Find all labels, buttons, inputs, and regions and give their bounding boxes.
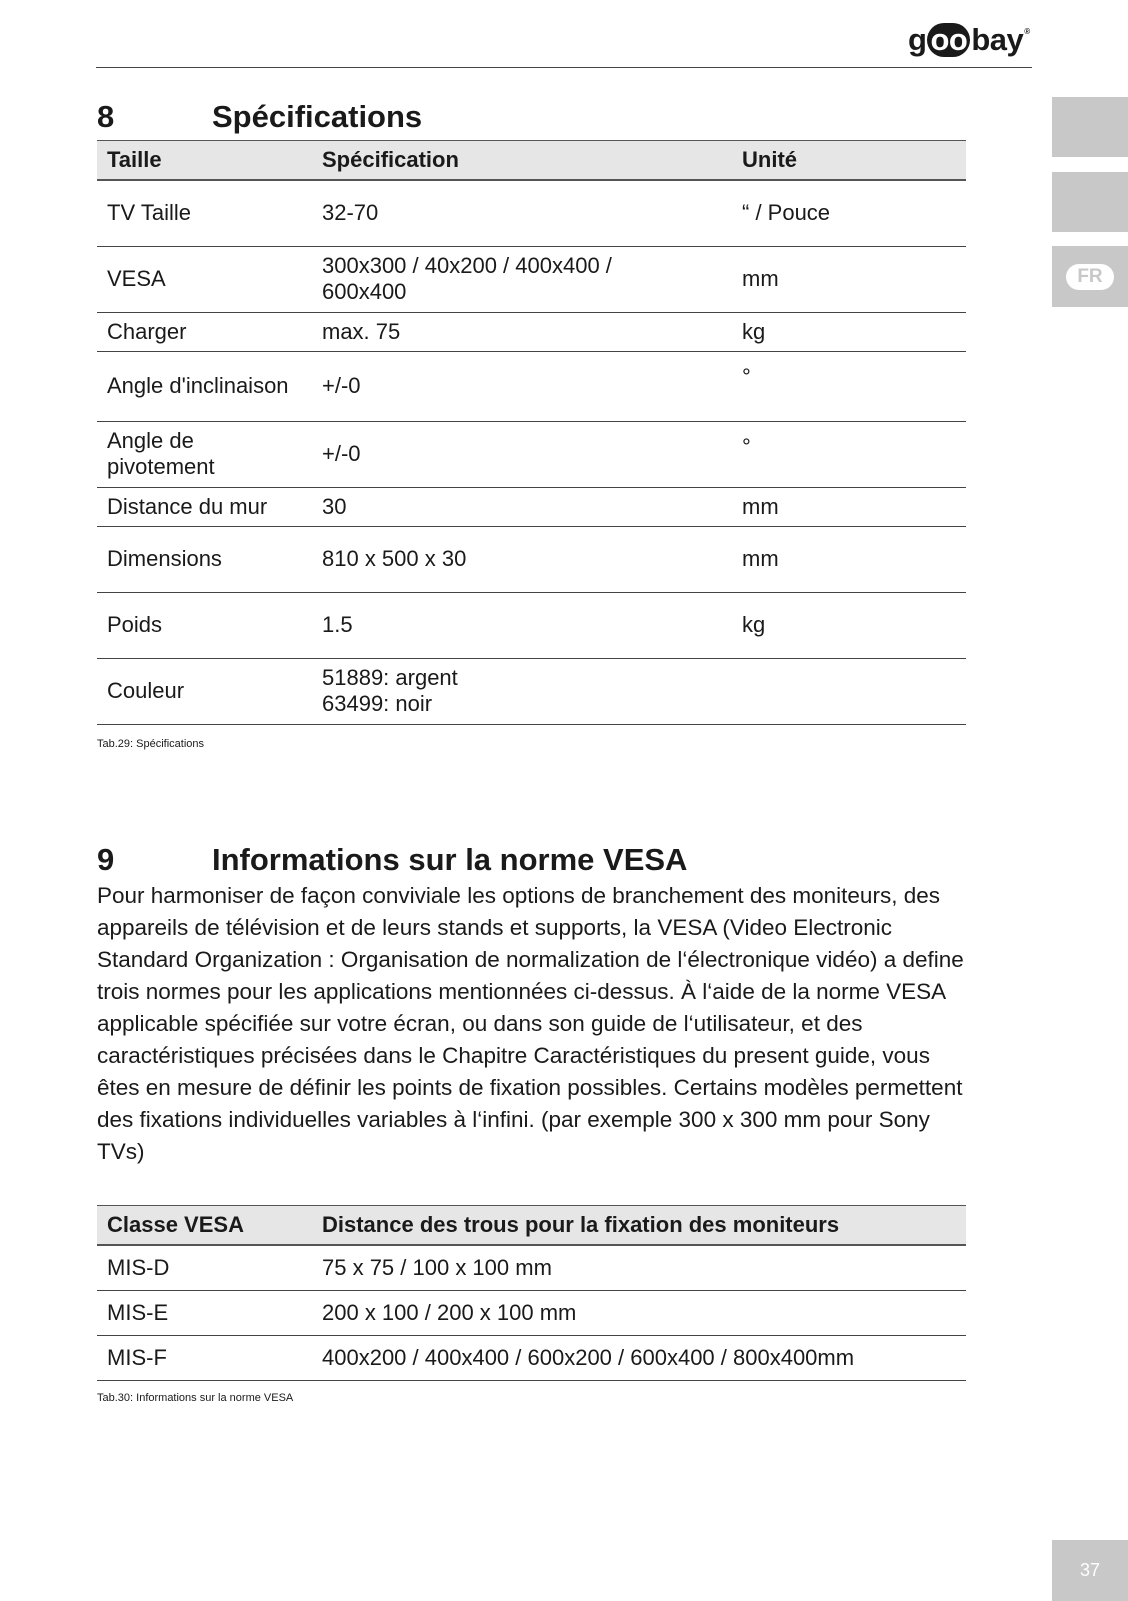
vesa-distance: 400x200 / 400x400 / 600x200 / 600x400 / 800x400mm (312, 1336, 966, 1381)
vesa-class: MIS-F (97, 1336, 312, 1381)
spec-value: +/-0 (312, 351, 732, 421)
table-row (97, 526, 966, 592)
spec-unit: mm (732, 246, 966, 312)
spec-label: VESA (97, 246, 312, 312)
paragraph-text: Pour harmoniser de façon conviviale les options de branchement des moniteurs, des appareils de télévision et de leurs stands et supports, la VESA (Video Electronic Standard Organization : Organisation de normalization de l‘électronique vidéo) a define trois normes pour les applications mentionnées ci-dessus. À l‘aide de la norme VESA applicable spécifiée sur votre écran, ou dans son guide de l‘utilisateur, et des caractéristiques précisées dans le Chapitre Caractéristiques du present guide, vous êtes en mesure de définir les points de fixation possibles. Certains modèles permettent des fixations individuelles variables à l‘infini. (par exemple 300 x 300 mm pour Sony TVs) (97, 883, 964, 1164)
side-tab-1 (1052, 97, 1128, 157)
spec-value (312, 658, 732, 724)
vesa-class: MIS-E (97, 1291, 312, 1336)
table-row (97, 312, 966, 351)
logo-text-start: g (908, 22, 927, 57)
spec-unit (732, 658, 966, 724)
vesa-classes-table (97, 1205, 966, 1381)
spec-unit: ° (732, 351, 966, 421)
table-row (97, 1336, 966, 1381)
table-row (97, 592, 966, 658)
spec-label: Charger (97, 312, 312, 351)
spec-label: Poids (97, 592, 312, 658)
section-title: Spécifications (212, 99, 423, 134)
spec-value-line: 600x400 (322, 279, 407, 304)
logo-text-end: bay (971, 22, 1024, 57)
brand-logo (908, 20, 1038, 60)
vesa-distance: 200 x 100 / 200 x 100 mm (312, 1291, 966, 1336)
table-row (97, 1245, 966, 1291)
column-header: Classe VESA (97, 1206, 312, 1246)
spec-label: Distance du mur (97, 487, 312, 526)
table-row (97, 421, 966, 487)
spec-value: 32-70 (312, 180, 732, 246)
vesa-class: MIS-D (97, 1245, 312, 1291)
logo-registered-mark: ® (1024, 27, 1030, 36)
section-8-heading (97, 99, 422, 135)
table-row (97, 658, 966, 724)
column-header: Taille (97, 141, 312, 181)
spec-unit: kg (732, 312, 966, 351)
spec-unit: mm (732, 526, 966, 592)
side-tab-2 (1052, 172, 1128, 232)
table-header-row (97, 1206, 966, 1246)
spec-unit: ° (732, 421, 966, 487)
vesa-distance: 75 x 75 / 100 x 100 mm (312, 1245, 966, 1291)
header-divider (96, 67, 1032, 68)
page-number: 37 (1052, 1540, 1128, 1601)
table-row (97, 487, 966, 526)
table-row (97, 180, 966, 246)
column-header: Distance des trous pour la fixation des moniteurs (312, 1206, 966, 1246)
logo-oo-mark: oo (927, 23, 970, 57)
spec-value: +/-0 (312, 421, 732, 487)
spec-value-line: 63499: noir (322, 691, 433, 716)
spec-value-line: 51889: argent (322, 665, 458, 690)
spec-unit: mm (732, 487, 966, 526)
column-header: Spécification (312, 141, 732, 181)
section-number: 9 (97, 842, 115, 877)
spec-label: Angle d'inclinaison (97, 351, 312, 421)
table-row (97, 246, 966, 312)
section-9-heading (97, 842, 687, 878)
spec-label: Angle de pivotement (97, 421, 312, 487)
column-header: Unité (732, 141, 966, 181)
table-row (97, 351, 966, 421)
table-caption: Tab.29: Spécifications (97, 738, 205, 750)
spec-label: Couleur (97, 658, 312, 724)
spec-label: TV Taille (97, 180, 312, 246)
table-row (97, 1291, 966, 1336)
spec-value: max. 75 (312, 312, 732, 351)
vesa-info-paragraph (97, 880, 977, 1168)
table-header-row (97, 141, 966, 181)
side-tab-language (1052, 246, 1128, 307)
specifications-table (97, 140, 966, 725)
section-title: Informations sur la norme VESA (212, 842, 688, 877)
table-caption: Tab.30: Informations sur la norme VESA (97, 1392, 294, 1404)
spec-value: 30 (312, 487, 732, 526)
spec-unit: “ / Pouce (732, 180, 966, 246)
spec-value: 810 x 500 x 30 (312, 526, 732, 592)
spec-label: Dimensions (97, 526, 312, 592)
spec-unit: kg (732, 592, 966, 658)
spec-value (312, 246, 732, 312)
section-number: 8 (97, 99, 115, 134)
language-badge: FR (1066, 264, 1114, 290)
spec-value: 1.5 (312, 592, 732, 658)
spec-value-line: 300x300 / 40x200 / 400x400 / (322, 253, 612, 278)
